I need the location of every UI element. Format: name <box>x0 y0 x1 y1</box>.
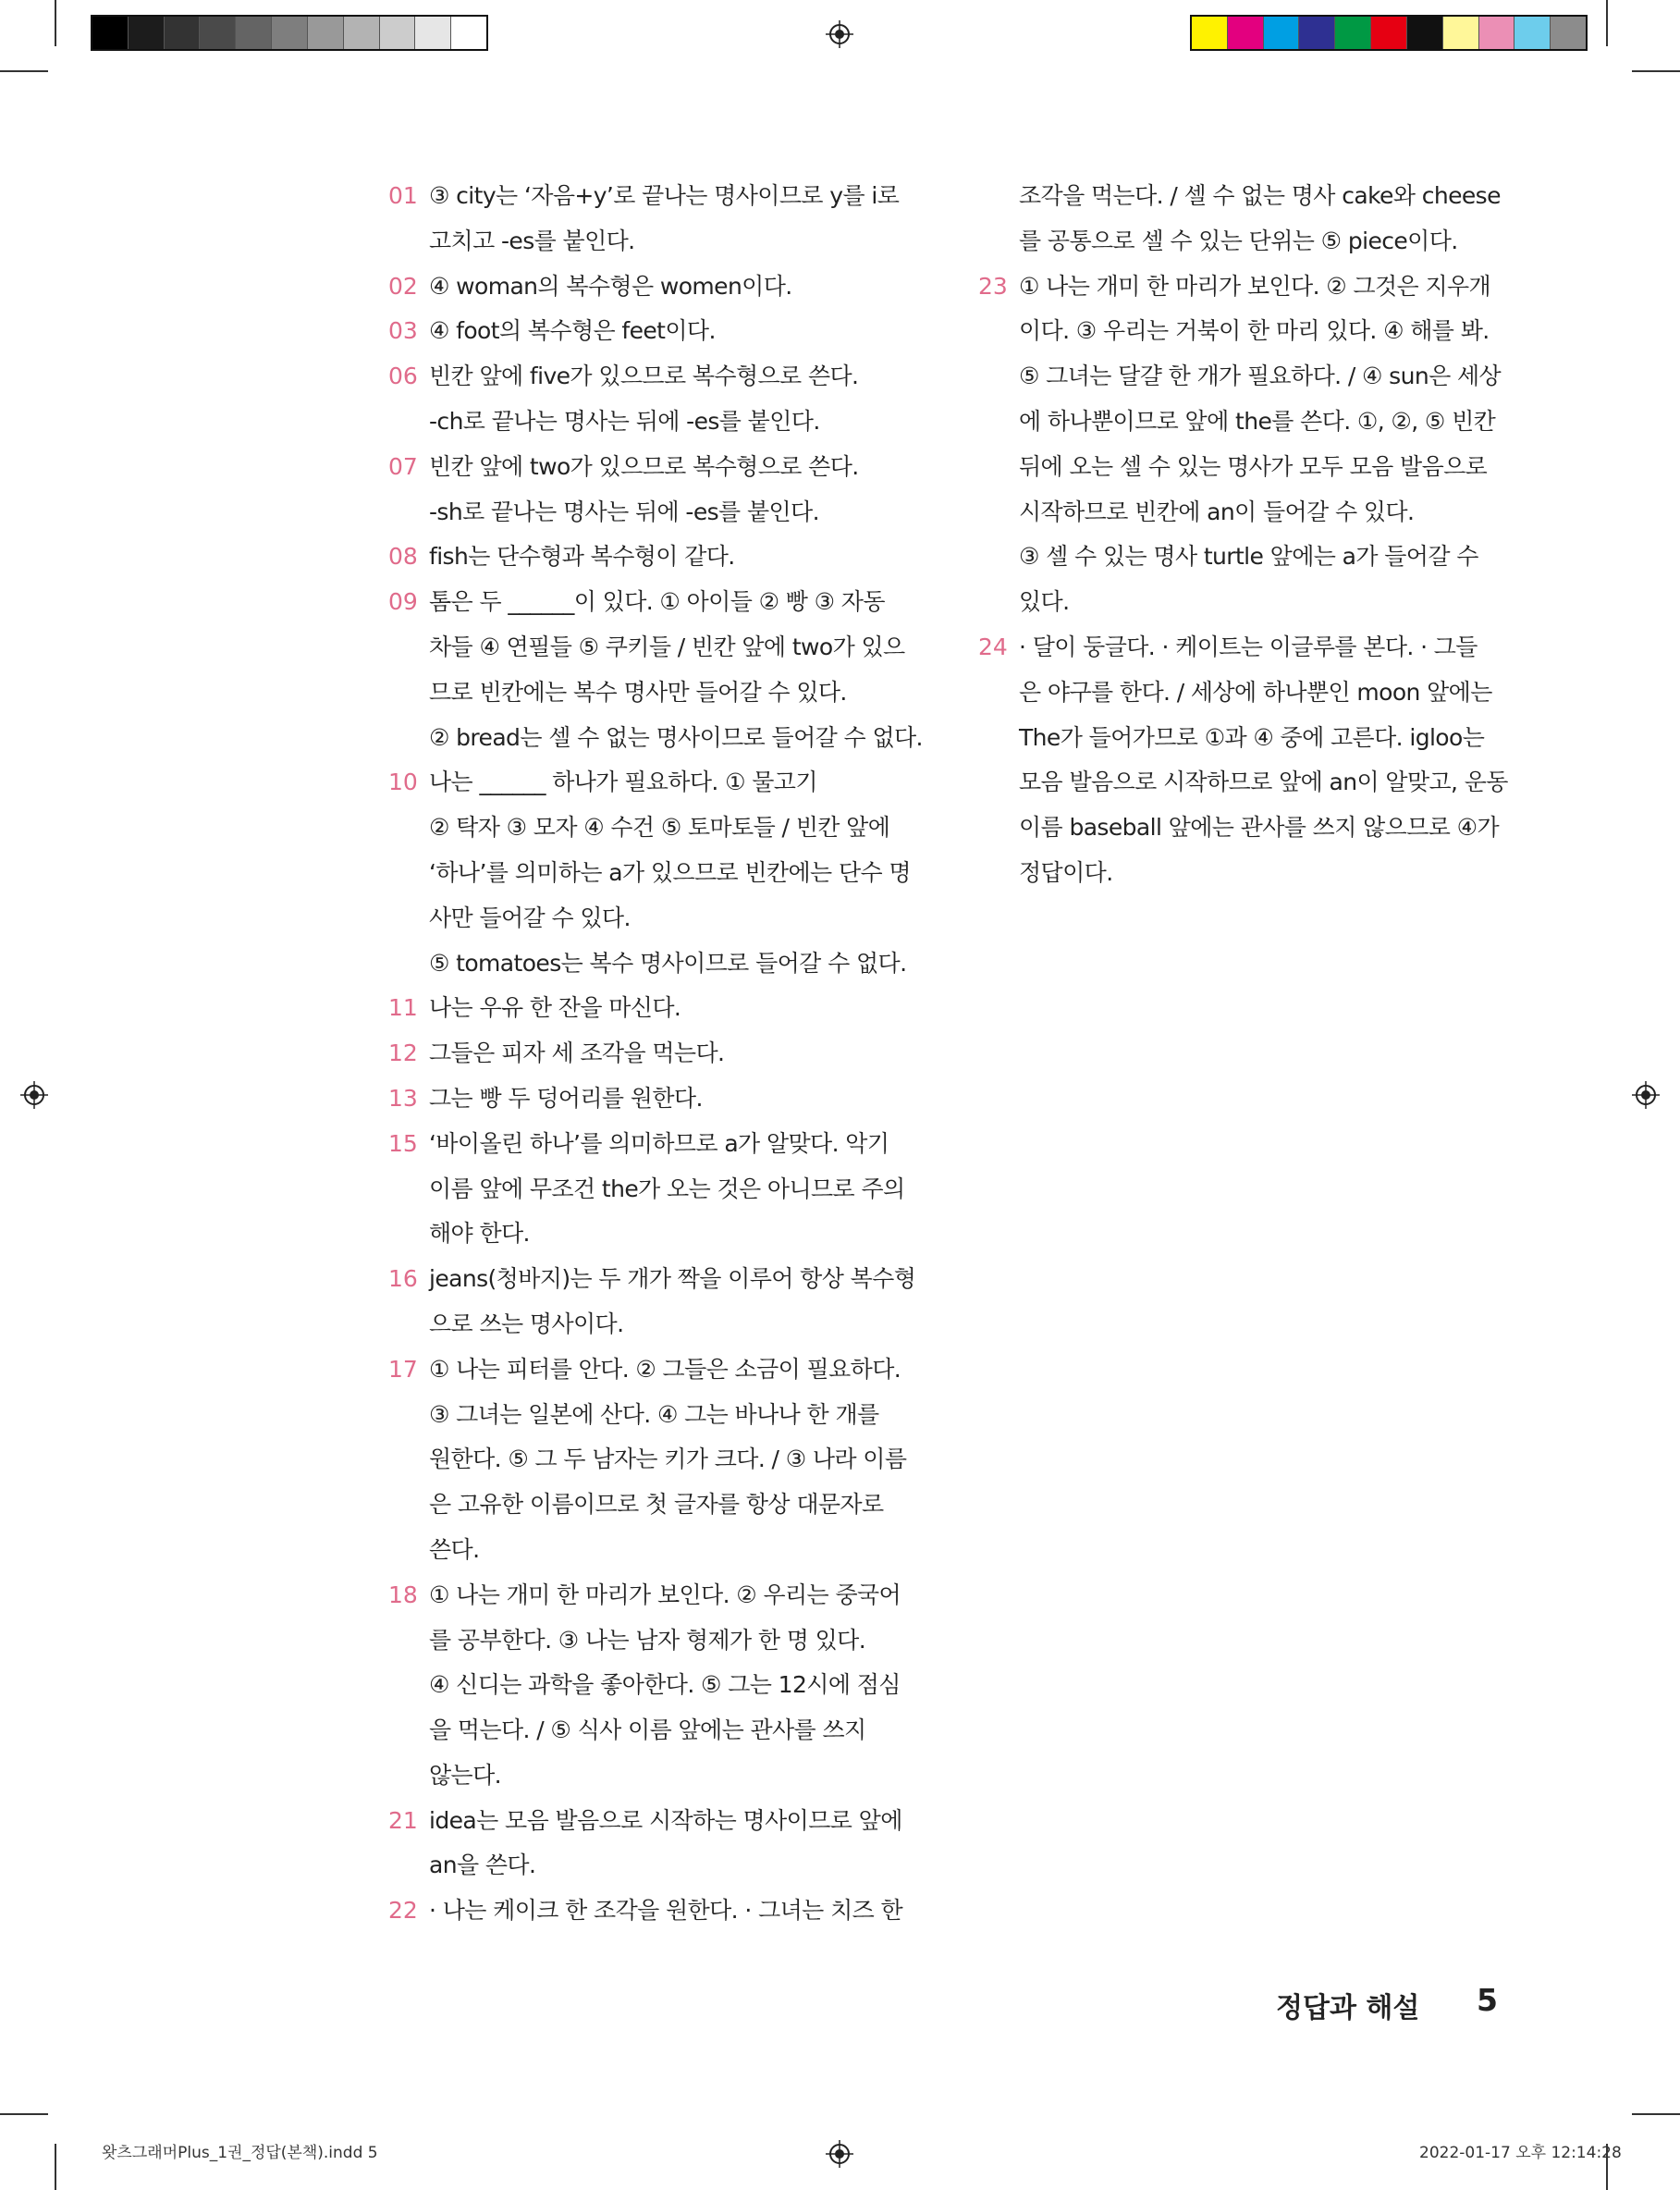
explanation-line: ① 나는 개미 한 마리가 보인다. ② 그것은 지우개 <box>1019 272 1491 300</box>
answer-item <box>388 354 906 445</box>
explanation-line: 을 먹는다. / ⑤ 식사 이름 앞에는 관사를 쓰지 <box>429 1716 866 1744</box>
crop-mark <box>55 0 56 46</box>
explanation-line: 그들은 피자 세 조각을 먹는다. <box>429 1040 725 1067</box>
color-swatch <box>1406 17 1442 49</box>
explanation-line: 뒤에 오는 셀 수 있는 명사가 모두 모음 발음으로 <box>1019 452 1488 480</box>
crop-mark <box>1632 2113 1680 2115</box>
explanation-line: 나는 ______ 하나가 필요하다. ① 물고기 <box>429 769 817 796</box>
answer-item <box>388 1573 906 1799</box>
question-number: 16 <box>388 1265 418 1293</box>
explanation-line: ① 나는 피터를 안다. ② 그들은 소금이 필요하다. <box>429 1355 901 1383</box>
explanation-line: ③ 셀 수 있는 명사 turtle 앞에는 a가 들어갈 수 <box>1019 543 1478 571</box>
question-number: 03 <box>388 317 418 345</box>
answer-item <box>978 174 1501 265</box>
explanation-line: 사만 들어갈 수 있다. <box>429 904 631 931</box>
explanation-line: 원한다. ⑤ 그 두 남자는 키가 크다. / ③ 나라 이름 <box>429 1446 907 1473</box>
explanation-line: 빈칸 앞에 two가 있으므로 복수형으로 쓴다. <box>429 452 859 480</box>
explanation-line: ④ woman의 복수형은 women이다. <box>429 272 792 300</box>
color-swatch <box>1298 17 1334 49</box>
question-number: 08 <box>388 543 418 571</box>
answer-item <box>388 445 906 535</box>
question-number: 21 <box>388 1806 418 1834</box>
explanation-line: 은 고유한 이름이므로 첫 글자를 항상 대문자로 <box>429 1491 884 1519</box>
color-swatch <box>1192 17 1227 49</box>
answer-item <box>388 309 906 354</box>
explanation-line: 은 야구를 한다. / 세상에 하나뿐인 moon 앞에는 <box>1019 678 1492 706</box>
answer-item <box>388 174 906 265</box>
explanation-line: 나는 우유 한 잔을 마신다. <box>429 994 681 1022</box>
crop-mark <box>0 70 48 72</box>
answer-item <box>388 986 906 1031</box>
explanation-line: ② bread는 셀 수 없는 명사이므로 들어갈 수 없다. <box>429 723 923 751</box>
crop-mark <box>55 2144 56 2190</box>
explanation-line: ④ foot의 복수형은 feet이다. <box>429 317 716 345</box>
page-number: 5 <box>1477 1982 1498 2018</box>
explanation-line: · 나는 케이크 한 조각을 원한다. · 그녀는 치즈 한 <box>429 1897 903 1925</box>
answer-item <box>388 535 906 580</box>
answer-item <box>388 265 906 310</box>
explanation-line: 있다. <box>1019 588 1070 616</box>
question-number: 06 <box>388 363 418 390</box>
explanation-line: ④ 신디는 과학을 좋아한다. ⑤ 그는 12시에 점심 <box>429 1671 901 1699</box>
question-number: 23 <box>978 272 1008 300</box>
color-swatch <box>164 17 200 49</box>
answer-item <box>388 1257 916 1347</box>
explanation-line: jeans(청바지)는 두 개가 짝을 이루어 항상 복수형 <box>429 1265 916 1293</box>
file-slug: 왓츠그래머Plus_1권_정답(본책).indd 5 <box>102 2144 378 2162</box>
registration-mark-icon <box>1632 1081 1660 1109</box>
explanation-line: 므로 빈칸에는 복수 명사만 들어갈 수 있다. <box>429 678 847 706</box>
explanation-line: -sh로 끝나는 명사는 뒤에 -es를 붙인다. <box>429 498 819 525</box>
crop-mark <box>1632 70 1680 72</box>
explanation-line: 에 하나뿐이므로 앞에 the를 쓴다. ①, ②, ⑤ 빈칸 <box>1019 407 1496 435</box>
explanation-line: ① 나는 개미 한 마리가 보인다. ② 우리는 중국어 <box>429 1581 901 1608</box>
answer-item <box>388 1347 906 1573</box>
explanation-line: · 달이 둥글다. · 케이트는 이글루를 본다. · 그들 <box>1019 633 1478 660</box>
color-calibration-bar <box>1190 15 1588 51</box>
explanation-line: 이다. ③ 우리는 거북이 한 마리 있다. ④ 해를 봐. <box>1019 317 1490 345</box>
explanation-line: ‘하나’를 의미하는 a가 있으므로 빈칸에는 단수 명 <box>429 858 911 886</box>
color-swatch <box>1227 17 1263 49</box>
question-number: 02 <box>388 272 418 300</box>
registration-mark-icon <box>20 1081 48 1109</box>
question-number: 18 <box>388 1581 418 1608</box>
color-swatch <box>199 17 235 49</box>
explanation-line: 를 공통으로 셀 수 있는 단위는 ⑤ piece이다. <box>1019 227 1458 254</box>
question-number: 10 <box>388 769 418 796</box>
explanation-line: ⑤ 그녀는 달걀 한 개가 필요하다. / ④ sun은 세상 <box>1019 363 1502 390</box>
color-swatch <box>1442 17 1478 49</box>
color-swatch <box>1334 17 1370 49</box>
color-swatch <box>1263 17 1299 49</box>
color-swatch <box>414 17 450 49</box>
explanation-line: 시작하므로 빈칸에 an이 들어갈 수 있다. <box>1019 498 1415 525</box>
question-number: 12 <box>388 1040 418 1067</box>
color-swatch <box>235 17 271 49</box>
answer-item <box>388 760 911 986</box>
explanation-line: ③ 그녀는 일본에 산다. ④ 그는 바나나 한 개를 <box>429 1400 879 1428</box>
registration-mark-icon <box>826 2140 853 2168</box>
question-number: 13 <box>388 1084 418 1112</box>
explanation-line: 쓴다. <box>429 1535 480 1563</box>
answer-item <box>388 1077 906 1122</box>
answer-item <box>388 1031 906 1077</box>
crop-mark <box>0 2113 48 2115</box>
question-number: 07 <box>388 452 418 480</box>
answer-column-left <box>388 174 923 1934</box>
question-number: 17 <box>388 1355 418 1383</box>
print-datetime: 2022-01-17 오후 12:14:28 <box>1419 2144 1622 2162</box>
registration-mark-icon <box>826 20 853 48</box>
explanation-line: an을 쓴다. <box>429 1852 536 1879</box>
answer-item <box>388 580 923 760</box>
explanation-line: idea는 모음 발음으로 시작하는 명사이므로 앞에 <box>429 1806 902 1834</box>
answer-item <box>388 1122 906 1257</box>
explanation-line: 이름 앞에 무조건 the가 오는 것은 아니므로 주의 <box>429 1175 905 1202</box>
explanation-line: 으로 쓰는 명사이다. <box>429 1310 624 1337</box>
question-number: 01 <box>388 182 418 209</box>
color-swatch <box>1550 17 1586 49</box>
explanation-line: 않는다. <box>429 1761 501 1789</box>
question-number: 22 <box>388 1897 418 1925</box>
section-title: 정답과 해설 <box>1276 1992 1420 2024</box>
explanation-line: 톰은 두 ______이 있다. ① 아이들 ② 빵 ③ 자동 <box>429 588 885 616</box>
question-number: 24 <box>978 633 1008 660</box>
explanation-line: 조각을 먹는다. / 셀 수 없는 명사 cake와 cheese <box>1019 182 1501 209</box>
explanation-line: 모음 발음으로 시작하므로 앞에 an이 알맞고, 운동 <box>1019 769 1508 796</box>
question-number: 11 <box>388 994 418 1022</box>
answer-item <box>978 265 1502 625</box>
explanation-line: 정답이다. <box>1019 858 1113 886</box>
explanation-line: 를 공부한다. ③ 나는 남자 형제가 한 명 있다. <box>429 1626 866 1654</box>
answer-column-right <box>978 174 1508 896</box>
explanation-line: 이름 baseball 앞에는 관사를 쓰지 않으므로 ④가 <box>1019 814 1500 842</box>
color-swatch <box>1514 17 1550 49</box>
explanation-line: -ch로 끝나는 명사는 뒤에 -es를 붙인다. <box>429 407 820 435</box>
color-swatch <box>271 17 307 49</box>
explanation-line: ③ city는 ‘자음+y’로 끝나는 명사이므로 y를 i로 <box>429 182 900 209</box>
explanation-line: The가 들어가므로 ①과 ④ 중에 고른다. igloo는 <box>1019 723 1485 751</box>
answer-item <box>388 1889 906 1934</box>
color-swatch <box>92 17 128 49</box>
answer-item <box>388 1799 906 1889</box>
question-number: 09 <box>388 588 418 616</box>
color-swatch <box>1478 17 1514 49</box>
color-swatch <box>128 17 164 49</box>
question-number: 15 <box>388 1129 418 1157</box>
explanation-line: 고치고 -es를 붙인다. <box>429 227 635 254</box>
explanation-line: fish는 단수형과 복수형이 같다. <box>429 543 735 571</box>
explanation-line: 차들 ④ 연필들 ⑤ 쿠키들 / 빈칸 앞에 two가 있으 <box>429 633 905 660</box>
explanation-line: ⑤ tomatoes는 복수 명사이므로 들어갈 수 없다. <box>429 949 907 977</box>
explanation-line: 빈칸 앞에 five가 있으므로 복수형으로 쓴다. <box>429 363 859 390</box>
grayscale-calibration-bar <box>91 15 488 51</box>
explanation-line: 그는 빵 두 덩어리를 원한다. <box>429 1084 703 1112</box>
color-swatch <box>450 17 486 49</box>
color-swatch <box>307 17 343 49</box>
explanation-line: 해야 한다. <box>429 1220 530 1248</box>
explanation-line: ‘바이올린 하나’를 의미하므로 a가 알맞다. 악기 <box>429 1129 889 1157</box>
color-swatch <box>1370 17 1406 49</box>
crop-mark <box>1606 0 1608 46</box>
color-swatch <box>343 17 379 49</box>
color-swatch <box>379 17 415 49</box>
explanation-line: ② 탁자 ③ 모자 ④ 수건 ⑤ 토마토들 / 빈칸 앞에 <box>429 814 890 842</box>
answer-item <box>978 625 1508 896</box>
